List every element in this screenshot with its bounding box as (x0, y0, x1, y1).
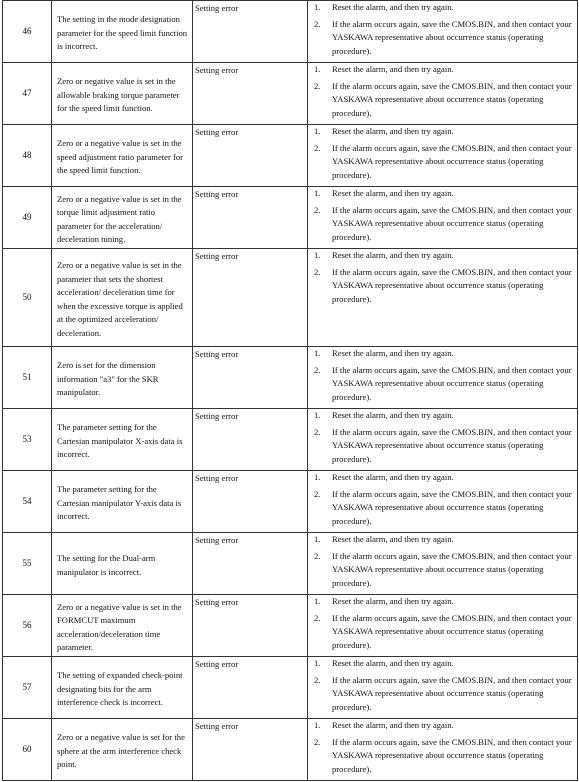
remedy-step-number: 2. (314, 550, 321, 561)
alarm-type: Setting error (193, 471, 308, 533)
alarm-remedy (308, 347, 578, 409)
remedy-step-number: 2. (314, 266, 321, 277)
remedy-step-1 (314, 595, 575, 609)
remedy-step-number: 2. (314, 364, 321, 375)
alarm-remedy (308, 1, 578, 63)
remedy-step-number: 2. (314, 80, 321, 91)
remedy-step-number: 2. (314, 426, 321, 437)
alarm-subcode: 48 (3, 125, 52, 187)
alarm-remedy (308, 471, 578, 533)
alarm-type: Setting error (193, 657, 308, 719)
alarm-type: Setting error (193, 719, 308, 781)
alarm-type: Setting error (193, 125, 308, 187)
remedy-step-text: If the alarm occurs again, save the CMOS.BIN, and then contact your YASKAWA representative about occurrence status (operating procedure). (332, 204, 572, 242)
remedy-step-text: If the alarm occurs again, save the CMOS.BIN, and then contact your YASKAWA representative about occurrence status (operating procedure). (332, 80, 572, 118)
remedy-step-1 (314, 125, 575, 139)
alarm-cause: The parameter setting for the Cartesian manipulator Y-axis data is incorrect. (52, 471, 193, 533)
remedy-step-1 (314, 249, 575, 263)
remedy-step-number: 1. (314, 64, 321, 74)
alarm-remedy (308, 595, 578, 657)
remedy-step-2 (314, 80, 575, 121)
alarm-cause: Zero is set for the dimension information "a3" for the SKR manipulator. (52, 347, 193, 409)
table-row (3, 657, 578, 719)
alarm-cause: Zero or negative value is set in the allowable braking torque parameter for the speed limit function. (52, 63, 193, 125)
remedy-step-number: 2. (314, 204, 321, 215)
remedy-step-1 (314, 187, 575, 201)
remedy-step-text: If the alarm occurs again, save the CMOS.BIN, and then contact your YASKAWA representative about occurrence status (operating procedure). (332, 488, 572, 526)
alarm-remedy (308, 187, 578, 249)
remedy-step-text: Reset the alarm, and then try again. (332, 2, 454, 12)
remedy-step-1 (314, 63, 575, 77)
alarm-remedy (308, 249, 578, 347)
remedy-step-text: Reset the alarm, and then try again. (332, 658, 454, 668)
remedy-step-number: 2. (314, 674, 321, 685)
remedy-step-text: If the alarm occurs again, save the CMOS.BIN, and then contact your YASKAWA representative about occurrence status (operating procedure). (332, 674, 572, 712)
table-row (3, 187, 578, 249)
alarm-subcode: 56 (3, 595, 52, 657)
table-row (3, 719, 578, 781)
alarm-table (2, 0, 578, 781)
remedy-step-text: Reset the alarm, and then try again. (332, 348, 454, 358)
alarm-remedy (308, 657, 578, 719)
table-row (3, 347, 578, 409)
remedy-step-2 (314, 142, 575, 183)
alarm-remedy (308, 533, 578, 595)
alarm-cause: Zero or a negative value is set in the parameter that sets the shortest acceleration/ deceleration time for when the excessive torque is applied at the optimized acceleration/ deceleration. (52, 249, 193, 347)
remedy-step-number: 1. (314, 188, 321, 198)
alarm-subcode: 51 (3, 347, 52, 409)
remedy-step-2 (314, 364, 575, 405)
remedy-step-number: 1. (314, 658, 321, 668)
remedy-step-text: If the alarm occurs again, save the CMOS.BIN, and then contact your YASKAWA representative about occurrence status (operating procedure). (332, 18, 572, 56)
table-row (3, 63, 578, 125)
remedy-step-number: 1. (314, 250, 321, 260)
table-row (3, 249, 578, 347)
alarm-type: Setting error (193, 249, 308, 347)
remedy-step-number: 2. (314, 142, 321, 153)
table-row (3, 471, 578, 533)
remedy-step-number: 1. (314, 472, 321, 482)
alarm-table-body (3, 1, 578, 781)
remedy-step-1 (314, 533, 575, 547)
alarm-type: Setting error (193, 1, 308, 63)
table-row (3, 533, 578, 595)
remedy-step-2 (314, 426, 575, 467)
alarm-type: Setting error (193, 595, 308, 657)
remedy-step-2 (314, 488, 575, 529)
remedy-step-text: Reset the alarm, and then try again. (332, 720, 454, 730)
alarm-remedy (308, 63, 578, 125)
remedy-step-number: 1. (314, 410, 321, 420)
alarm-cause: The parameter setting for the Cartesian manipulator X-axis data is incorrect. (52, 409, 193, 471)
remedy-step-2 (314, 204, 575, 245)
remedy-step-text: Reset the alarm, and then try again. (332, 126, 454, 136)
alarm-cause: Zero or a negative value is set in the FORMCUT maximum acceleration/deceleration time parameter. (52, 595, 193, 657)
alarm-subcode: 50 (3, 249, 52, 347)
alarm-cause: Zero or a negative value is set for the sphere at the arm interference check point. (52, 719, 193, 781)
alarm-subcode: 55 (3, 533, 52, 595)
alarm-subcode: 53 (3, 409, 52, 471)
alarm-cause: The setting in the mode designation parameter for the speed limit function is incorrect. (52, 1, 193, 63)
remedy-step-number: 1. (314, 2, 321, 12)
alarm-subcode: 57 (3, 657, 52, 719)
remedy-step-2 (314, 736, 575, 777)
remedy-step-2 (314, 550, 575, 591)
table-row (3, 125, 578, 187)
table-row (3, 409, 578, 471)
remedy-step-number: 1. (314, 348, 321, 358)
remedy-step-text: If the alarm occurs again, save the CMOS.BIN, and then contact your YASKAWA representative about occurrence status (operating procedure). (332, 612, 572, 650)
remedy-step-number: 2. (314, 18, 321, 29)
remedy-step-text: If the alarm occurs again, save the CMOS.BIN, and then contact your YASKAWA representative about occurrence status (operating procedure). (332, 426, 572, 464)
remedy-step-text: Reset the alarm, and then try again. (332, 534, 454, 544)
remedy-step-2 (314, 266, 575, 307)
alarm-type: Setting error (193, 187, 308, 249)
remedy-step-1 (314, 471, 575, 485)
alarm-cause: Zero or a negative value is set in the torque limit adjustment ratio parameter for the acceleration/ deceleration tuning. (52, 187, 193, 249)
alarm-subcode: 46 (3, 1, 52, 63)
alarm-remedy (308, 719, 578, 781)
remedy-step-2 (314, 674, 575, 715)
remedy-step-number: 1. (314, 534, 321, 544)
alarm-cause: The setting for the Dual-arm manipulator is incorrect. (52, 533, 193, 595)
alarm-subcode: 60 (3, 719, 52, 781)
remedy-step-number: 1. (314, 126, 321, 136)
alarm-subcode: 47 (3, 63, 52, 125)
alarm-type: Setting error (193, 63, 308, 125)
remedy-step-text: Reset the alarm, and then try again. (332, 410, 454, 420)
alarm-cause: Zero or a negative value is set in the speed adjustment ratio parameter for the speed limit function. (52, 125, 193, 187)
remedy-step-2 (314, 18, 575, 59)
remedy-step-1 (314, 347, 575, 361)
remedy-step-number: 2. (314, 488, 321, 499)
alarm-type: Setting error (193, 533, 308, 595)
remedy-step-2 (314, 612, 575, 653)
remedy-step-text: Reset the alarm, and then try again. (332, 472, 454, 482)
remedy-step-text: If the alarm occurs again, save the CMOS.BIN, and then contact your YASKAWA representative about occurrence status (operating procedure). (332, 142, 572, 180)
alarm-type: Setting error (193, 347, 308, 409)
remedy-step-number: 1. (314, 596, 321, 606)
alarm-remedy (308, 125, 578, 187)
remedy-step-text: If the alarm occurs again, save the CMOS.BIN, and then contact your YASKAWA representative about occurrence status (operating procedure). (332, 736, 572, 774)
remedy-step-text: If the alarm occurs again, save the CMOS.BIN, and then contact your YASKAWA representative about occurrence status (operating procedure). (332, 266, 572, 304)
remedy-step-text: If the alarm occurs again, save the CMOS.BIN, and then contact your YASKAWA representative about occurrence status (operating procedure). (332, 550, 572, 588)
table-row (3, 1, 578, 63)
remedy-step-text: Reset the alarm, and then try again. (332, 596, 454, 606)
alarm-cause: The setting of expanded check-point designating bits for the arm interference check is incorrect. (52, 657, 193, 719)
alarm-type: Setting error (193, 409, 308, 471)
remedy-step-text: Reset the alarm, and then try again. (332, 250, 454, 260)
alarm-subcode: 49 (3, 187, 52, 249)
remedy-step-text: If the alarm occurs again, save the CMOS.BIN, and then contact your YASKAWA representative about occurrence status (operating procedure). (332, 364, 572, 402)
alarm-subcode: 54 (3, 471, 52, 533)
remedy-step-text: Reset the alarm, and then try again. (332, 64, 454, 74)
remedy-step-number: 2. (314, 612, 321, 623)
remedy-step-text: Reset the alarm, and then try again. (332, 188, 454, 198)
remedy-step-1 (314, 1, 575, 15)
remedy-step-1 (314, 719, 575, 733)
table-row (3, 595, 578, 657)
alarm-remedy (308, 409, 578, 471)
remedy-step-number: 2. (314, 736, 321, 747)
remedy-step-1 (314, 409, 575, 423)
remedy-step-1 (314, 657, 575, 671)
remedy-step-number: 1. (314, 720, 321, 730)
